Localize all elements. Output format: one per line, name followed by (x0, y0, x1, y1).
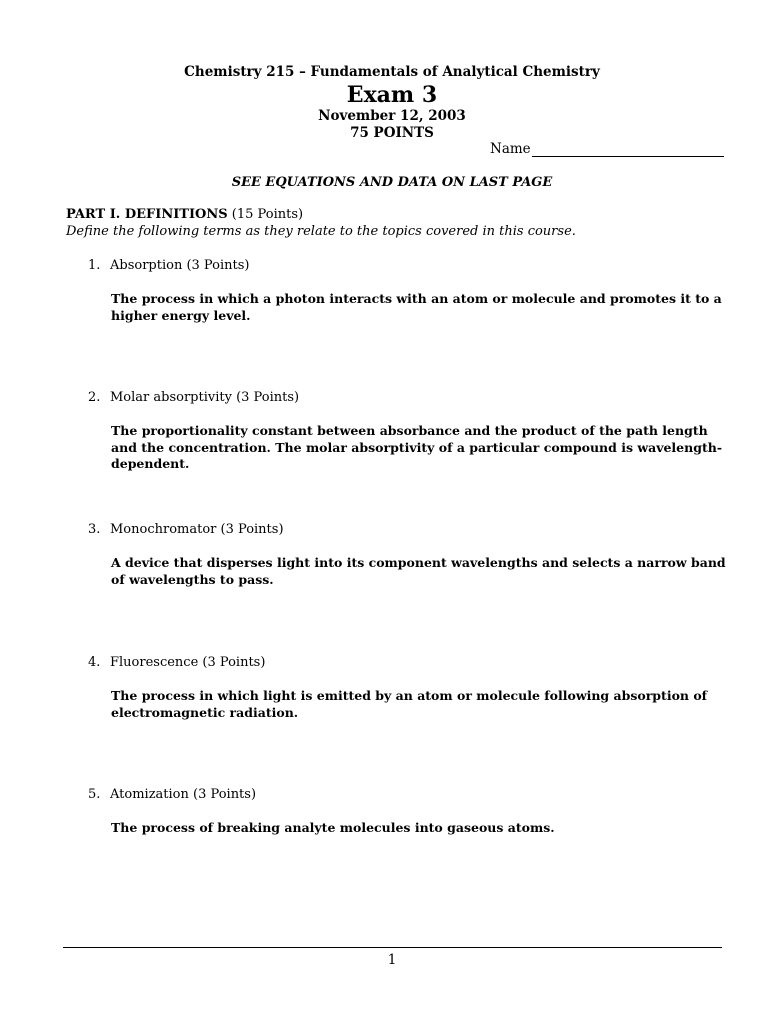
question-item (88, 655, 265, 670)
question-number: 2. (88, 390, 101, 405)
question-item (88, 258, 249, 273)
answer-text: The process of breaking analyte molecules into gaseous atoms. (111, 820, 555, 835)
question-number: 4. (88, 655, 101, 670)
question-term: Fluorescence (3 Points) (110, 655, 266, 670)
question-number: 3. (88, 522, 101, 537)
exam-title: Exam 3 (346, 82, 438, 108)
question-term: Absorption (3 Points) (110, 258, 250, 273)
course-title: Chemistry 215 – Fundamentals of Analytical Chemistry (184, 64, 600, 80)
part-heading-points: (15 Points) (231, 207, 304, 222)
question-item (88, 787, 256, 802)
part-heading (66, 207, 303, 222)
footer-divider (63, 947, 722, 948)
answer-text: A device that disperses light into its component wavelengths and selects a narrow band of wavelengths to pass. (111, 555, 726, 587)
exam-points: 75 POINTS (350, 125, 434, 141)
answer-text: The proportionality constant between absorbance and the product of the path length and the concentration. The molar absorptivity of a particular compound is wavelength-dependent. (111, 423, 723, 471)
answer-text: The process in which light is emitted by an atom or molecule following absorption of electromagnetic radiation. (111, 688, 708, 720)
question-term: Monochromator (3 Points) (110, 522, 284, 537)
part-instruction: Define the following terms as they relate to the topics covered in this course. (66, 224, 576, 239)
question-item (88, 390, 299, 405)
name-label: Name (490, 141, 531, 157)
exam-date: November 12, 2003 (318, 108, 466, 124)
question-term: Molar absorptivity (3 Points) (110, 390, 300, 405)
name-field (490, 141, 724, 157)
question-term: Atomization (3 Points) (110, 787, 257, 802)
page-number: 1 (387, 952, 397, 968)
name-blank-line[interactable] (532, 141, 724, 157)
equations-note: SEE EQUATIONS AND DATA ON LAST PAGE (231, 175, 553, 190)
question-item (88, 522, 284, 537)
part-heading-title: PART I. DEFINITIONS (66, 207, 228, 222)
answer-text: The process in which a photon interacts with an atom or molecule and promotes it to a higher energy level. (111, 291, 722, 323)
question-number: 5. (88, 787, 101, 802)
question-number: 1. (88, 258, 101, 273)
